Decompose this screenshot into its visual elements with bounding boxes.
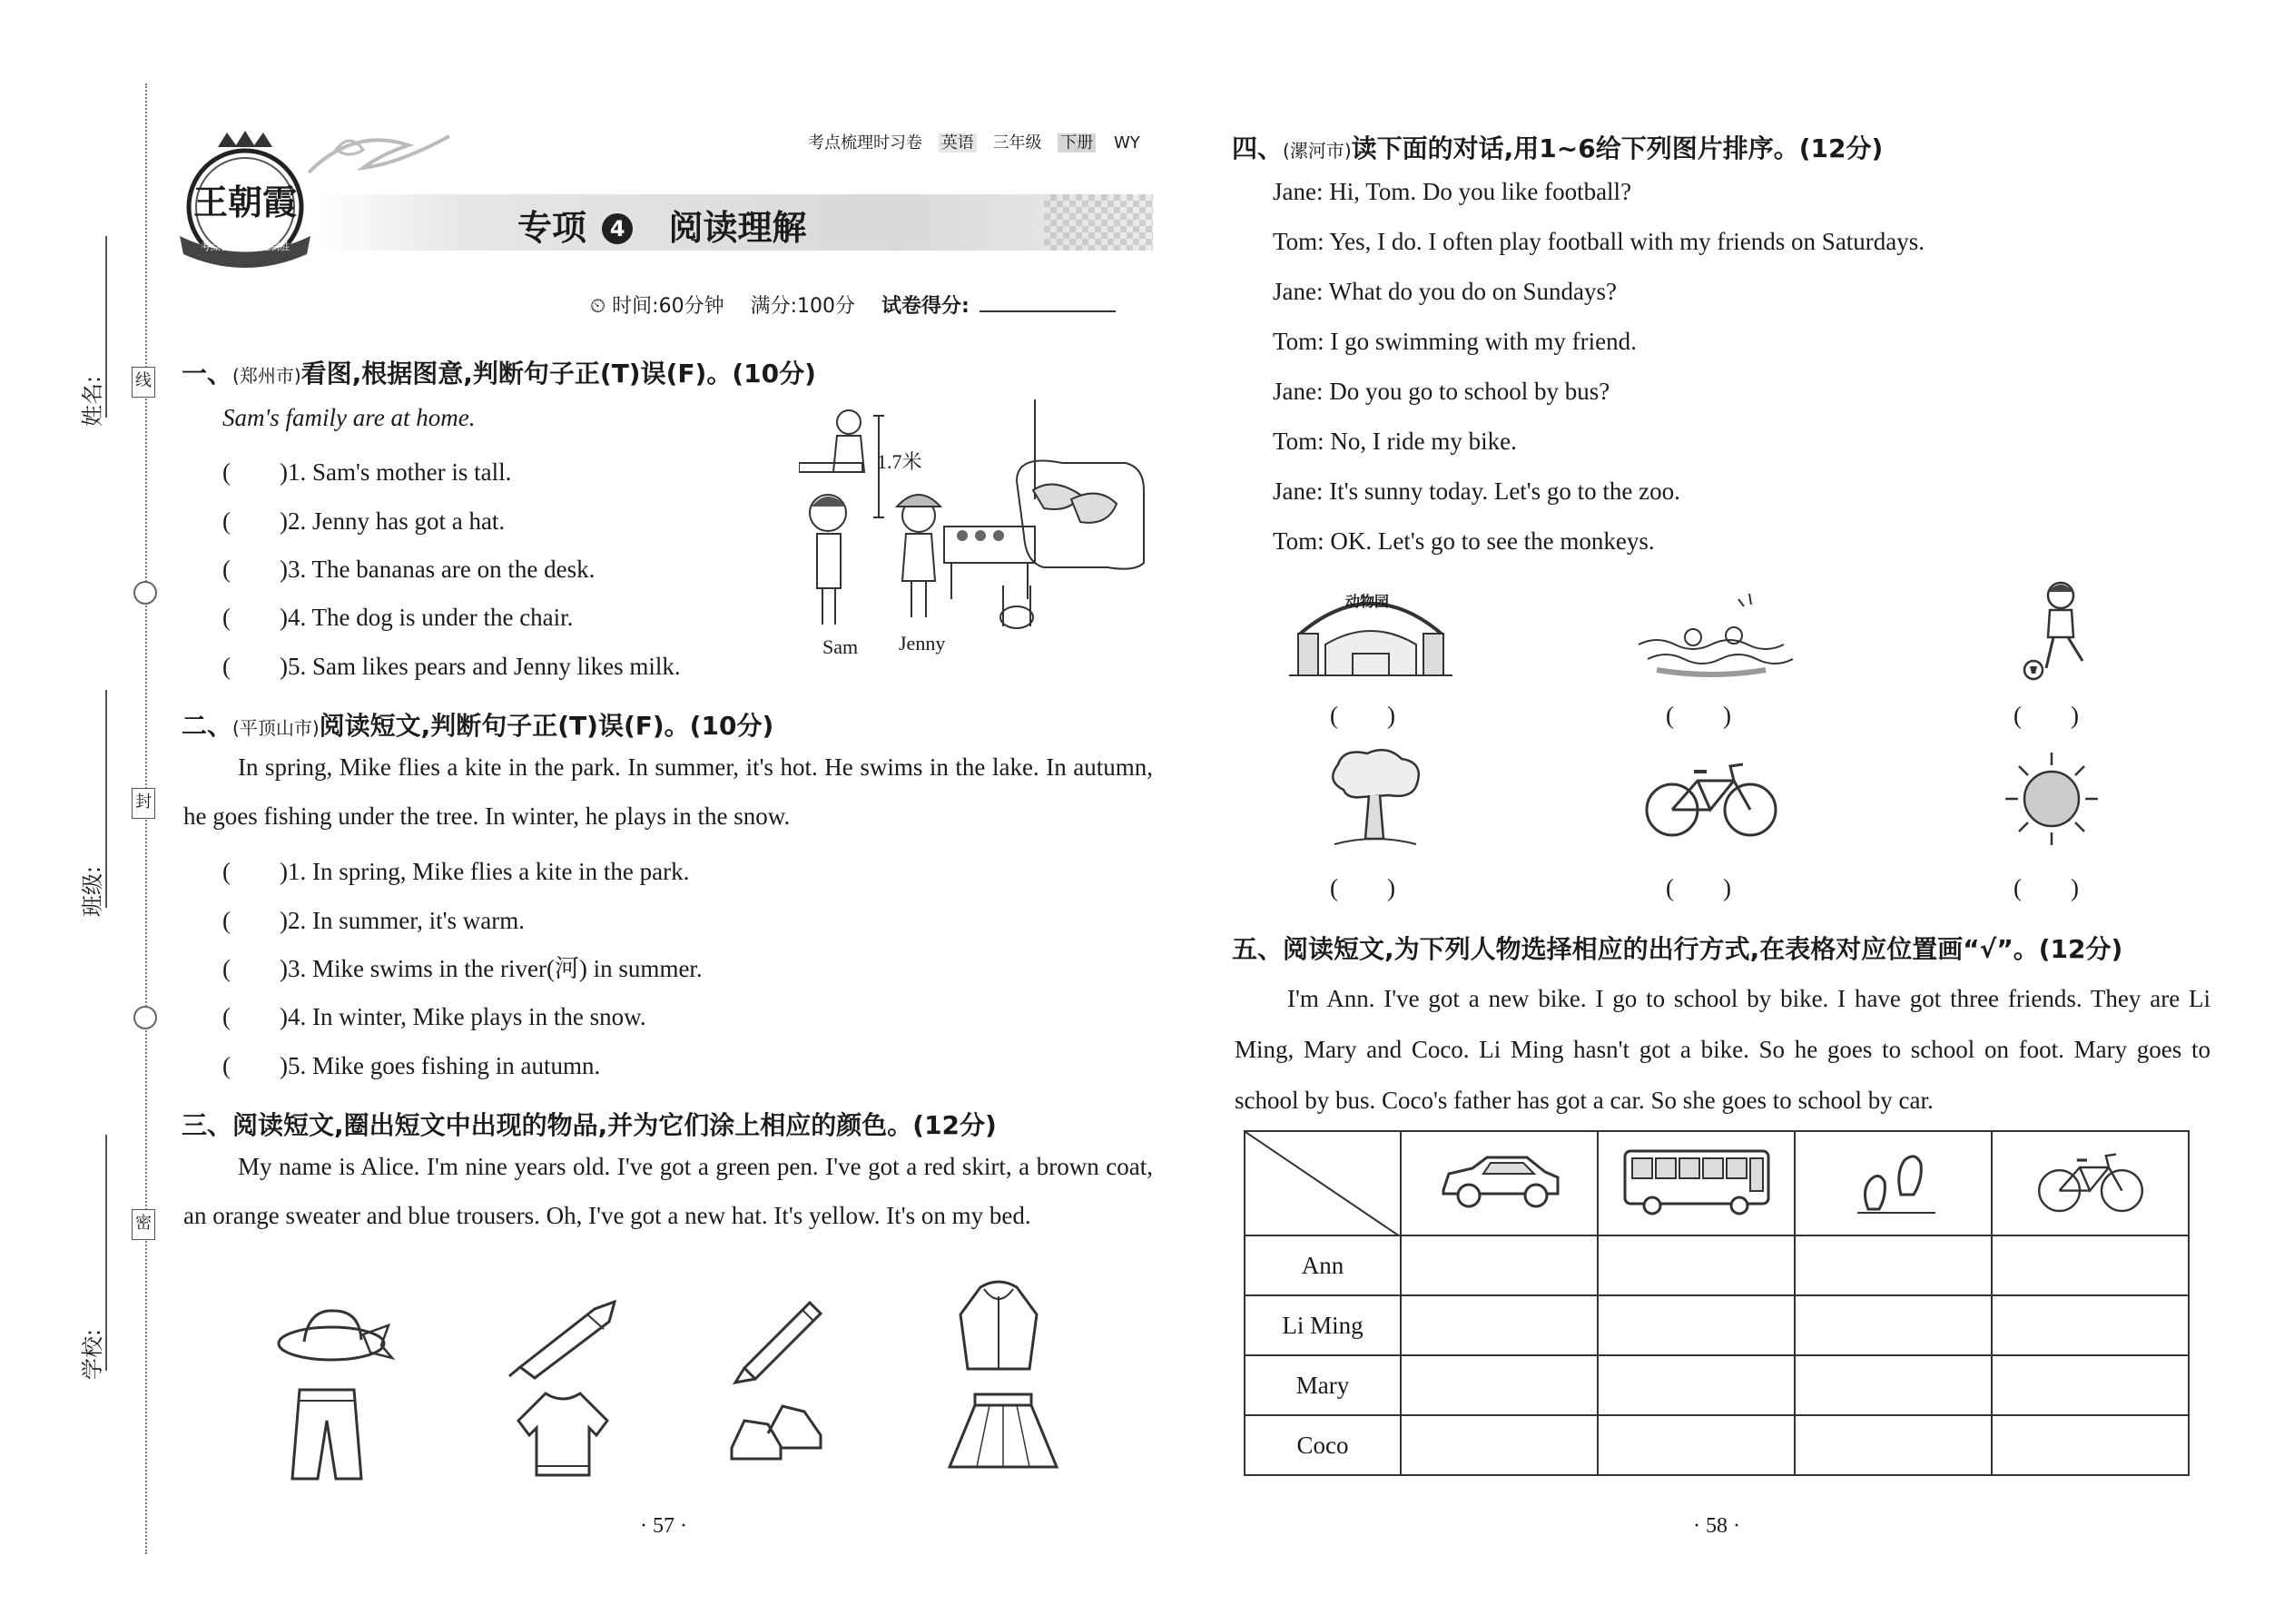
- s4-dialogue-5: Jane: Do you go to school by bus?: [1273, 378, 1610, 405]
- football-player-icon: [2015, 577, 2106, 682]
- class-label: 班级:: [80, 865, 105, 917]
- row-label-mary: Mary: [1245, 1355, 1401, 1415]
- s2-instruction: 阅读短文,判断句子正(T)误(F)。(10分): [319, 711, 774, 741]
- row-label-li-ming: Li Ming: [1245, 1295, 1401, 1355]
- coat-icon: [953, 1278, 1044, 1378]
- right-page-number: · 58 ·: [1693, 1514, 1740, 1538]
- row-label-coco: Coco: [1245, 1415, 1401, 1475]
- table-row: [1245, 1415, 2189, 1475]
- exam-info: [590, 290, 1116, 319]
- edition-badge: WY: [1113, 133, 1140, 153]
- grade-badge: 三年级: [992, 133, 1042, 153]
- class-underline: [105, 690, 107, 908]
- diagonal-line-icon: [1245, 1132, 1400, 1236]
- cell-ann-bike[interactable]: [1992, 1235, 2189, 1295]
- s3-trousers-picture[interactable]: [281, 1384, 372, 1484]
- s1-pic-jenny-label: Jenny: [899, 632, 946, 655]
- bike-icon: [1643, 753, 1779, 844]
- shoes-icon: [726, 1393, 826, 1475]
- cell-ann-car[interactable]: [1401, 1235, 1598, 1295]
- s4-bike-picture: [1643, 753, 1779, 844]
- s2-item-3: ( )3. Mike swims in the river(河) in summer.: [222, 955, 703, 982]
- skirt-icon: [944, 1389, 1062, 1475]
- binding-mark-seal-text: 封: [135, 792, 152, 812]
- row-label-ann: Ann: [1245, 1235, 1401, 1295]
- s4-dialogue-8: Tom: OK. Let's go to see the monkeys.: [1273, 527, 1655, 555]
- table-header-car: [1401, 1131, 1598, 1235]
- bike-icon: [2027, 1146, 2154, 1218]
- s3-passage: My name is Alice. I'm nine years old. I've got a green pen. I've got a red skirt, a brown coat, an orange sweater and blue trousers. Oh, I've got a new hat. It's yellow. It's on my bed.: [183, 1153, 1153, 1229]
- title-number-badge: 4: [602, 213, 633, 244]
- s1-item-1: ( )1. Sam's mother is tall.: [222, 458, 512, 486]
- binding-mark-seal: [132, 788, 155, 819]
- hat-icon: [272, 1298, 399, 1371]
- s4-dialogue-4: Tom: I go swimming with my friend.: [1273, 328, 1637, 355]
- s2-item-2: ( )2. In summer, it's warm.: [222, 907, 525, 934]
- s4-title: [1232, 129, 1883, 165]
- s4-sun-picture: [2002, 749, 2102, 849]
- pencil-icon: [726, 1284, 835, 1384]
- s1-item-4: ( )4. The dog is under the chair.: [222, 604, 574, 631]
- cell-mary-bus[interactable]: [1598, 1355, 1795, 1415]
- s4-dialogue-6: Tom: No, I ride my bike.: [1273, 428, 1517, 455]
- full-score: 满分:100分: [750, 295, 855, 318]
- cell-coco-bike[interactable]: [1992, 1415, 2189, 1475]
- s4-bracket-4[interactable]: ( ): [1330, 874, 1395, 901]
- s1-pic-sam-label: Sam: [822, 635, 859, 658]
- s3-skirt-picture[interactable]: [944, 1389, 1062, 1475]
- cell-ann-walk[interactable]: [1795, 1235, 1992, 1295]
- s2-num: 二、: [182, 711, 233, 741]
- time-limit: 时间:60分钟: [612, 295, 724, 318]
- term-badge: 下册: [1058, 133, 1096, 153]
- table-corner-cell: [1245, 1131, 1401, 1235]
- s4-dialogue-3: Jane: What do you do on Sundays?: [1273, 278, 1617, 305]
- s1-source: (郑州市): [232, 365, 301, 387]
- s2-source: (平顶山市): [232, 717, 320, 739]
- s1-instruction: 看图,根据图意,判断句子正(T)误(F)。(10分): [300, 359, 816, 389]
- table-header-walk: [1795, 1131, 1992, 1235]
- s4-zoo-sign: 动物园: [1345, 593, 1390, 610]
- car-icon: [1436, 1150, 1563, 1214]
- logo-ribbon-text: 考点梳理 · 集优制胜: [200, 241, 290, 252]
- trousers-icon: [281, 1384, 372, 1484]
- s4-source: (漯河市): [1283, 140, 1352, 162]
- name-label: 姓名:: [80, 375, 105, 427]
- s2-passage: In spring, Mike flies a kite in the park. In summer, it's hot. He swims in the lake. In autumn, he goes fishing under the tree. In winter, he plays in the snow.: [183, 753, 1153, 830]
- table-header-bike: [1992, 1131, 2189, 1235]
- bus-icon: [1620, 1146, 1774, 1218]
- cell-coco-car[interactable]: [1401, 1415, 1598, 1475]
- score-blank[interactable]: [980, 310, 1116, 312]
- cell-li-ming-car[interactable]: [1401, 1295, 1598, 1355]
- s3-title: 三、阅读短文,圈出短文中出现的物品,并为它们涂上相应的颜色。(12分): [182, 1110, 997, 1140]
- s4-tree-picture: [1316, 744, 1434, 853]
- sun-icon: [2002, 749, 2102, 849]
- left-page-number: · 57 ·: [640, 1514, 687, 1538]
- walking-feet-icon: [1848, 1146, 1939, 1218]
- s4-bracket-2[interactable]: ( ): [1666, 702, 1731, 729]
- page-title: [517, 200, 807, 250]
- s4-bracket-6[interactable]: ( ): [2013, 874, 2079, 901]
- s4-num: 四、: [1232, 133, 1284, 163]
- name-underline: [105, 236, 107, 418]
- series-name: 考点梳理时习卷: [808, 133, 922, 153]
- title-main: 阅读理解: [668, 208, 807, 248]
- s3-pencil-picture[interactable]: [726, 1284, 835, 1384]
- s1-item-5: ( )5. Sam likes pears and Jenny likes milk.: [222, 653, 681, 680]
- s2-item-5: ( )5. Mike goes fishing in autumn.: [222, 1052, 601, 1079]
- s2-title: [182, 706, 773, 743]
- s4-football-picture: [2015, 577, 2106, 682]
- s1-pic-height-label: 1.7米: [877, 450, 922, 473]
- cell-coco-bus[interactable]: [1598, 1415, 1795, 1475]
- s4-dialogue-7: Jane: It's sunny today. Let's go to the zoo.: [1273, 477, 1680, 505]
- s1-title: [182, 354, 816, 390]
- swimming-icon: [1629, 581, 1793, 681]
- cell-mary-bike[interactable]: [1992, 1355, 2189, 1415]
- s4-bracket-1[interactable]: ( ): [1330, 702, 1395, 729]
- cell-ann-bus[interactable]: [1598, 1235, 1795, 1295]
- s3-shoes-picture[interactable]: [726, 1393, 826, 1475]
- s3-sweater-picture[interactable]: [513, 1384, 613, 1484]
- binding-mark-line-text: 线: [135, 371, 152, 390]
- ribbon-bow-icon: [300, 118, 454, 182]
- binding-mark-line: [132, 367, 155, 398]
- s4-dialogue-1: Jane: Hi, Tom. Do you like football?: [1273, 178, 1632, 205]
- binding-dotted-line: [145, 84, 147, 1554]
- title-banner-checker: [1044, 194, 1153, 251]
- s2-item-4: ( )4. In winter, Mike plays in the snow.: [222, 1003, 646, 1030]
- binding-circle-icon: [133, 581, 157, 605]
- s5-transport-table: [1244, 1130, 2190, 1476]
- s5-title: 五、阅读短文,为下列人物选择相应的出行方式,在表格对应位置画“√”。(12分): [1232, 934, 2123, 964]
- pen-icon: [504, 1289, 631, 1380]
- title-prefix: 专项: [517, 208, 587, 248]
- subject-badge: 英语: [939, 133, 977, 153]
- binding-circle-icon: [133, 1006, 157, 1029]
- s3-hat-picture[interactable]: [272, 1298, 399, 1371]
- school-label: 学校:: [80, 1328, 105, 1380]
- cell-li-ming-walk[interactable]: [1795, 1295, 1992, 1355]
- cell-mary-car[interactable]: [1401, 1355, 1598, 1415]
- s1-num: 一、: [182, 359, 233, 389]
- s1-intro: Sam's family are at home.: [222, 404, 476, 431]
- table-row: [1245, 1295, 2189, 1355]
- table-header-bus: [1598, 1131, 1795, 1235]
- series-info: [808, 130, 1140, 153]
- s5-passage: I'm Ann. I've got a new bike. I go to school by bike. I have got three friends. They are Li Ming, Mary and Coco. Li Ming hasn't got a bike. So he goes to school on foot. Mary goes to school by bus. Coco's father has got a car. So she goes to school by car.: [1235, 985, 2210, 1114]
- s4-instruction: 读下面的对话,用1~6给下列图片排序。(12分): [1351, 133, 1884, 163]
- table-row: [1245, 1235, 2189, 1295]
- s1-family-picture: [799, 399, 1153, 663]
- s3-pen-picture[interactable]: [504, 1289, 631, 1380]
- s2-item-1: ( )1. In spring, Mike flies a kite in the park.: [222, 858, 690, 885]
- cell-coco-walk[interactable]: [1795, 1415, 1992, 1475]
- binding-mark-secret: [132, 1209, 155, 1240]
- school-underline: [105, 1135, 107, 1371]
- tree-icon: [1316, 744, 1434, 853]
- s3-coat-picture[interactable]: [953, 1278, 1044, 1378]
- s1-item-2: ( )2. Jenny has got a hat.: [222, 507, 506, 535]
- cell-li-ming-bike[interactable]: [1992, 1295, 2189, 1355]
- table-row: [1245, 1355, 2189, 1415]
- cell-mary-walk[interactable]: [1795, 1355, 1992, 1415]
- clock-icon: ⏲: [590, 295, 606, 318]
- s1-item-3: ( )3. The bananas are on the desk.: [222, 556, 596, 583]
- cell-li-ming-bus[interactable]: [1598, 1295, 1795, 1355]
- s4-swimming-picture: [1629, 581, 1793, 681]
- family-scene-icon: [799, 399, 1153, 663]
- sweater-icon: [513, 1384, 613, 1484]
- logo-text: 王朝霞: [192, 182, 297, 222]
- s4-bracket-3[interactable]: ( ): [2013, 702, 2079, 729]
- score-label: 试卷得分:: [881, 295, 970, 318]
- s4-dialogue-2: Tom: Yes, I do. I often play football with my friends on Saturdays.: [1273, 228, 1925, 255]
- table-header-row: [1245, 1131, 2189, 1235]
- s4-bracket-5[interactable]: ( ): [1666, 874, 1731, 901]
- binding-mark-secret-text: 密: [135, 1214, 152, 1233]
